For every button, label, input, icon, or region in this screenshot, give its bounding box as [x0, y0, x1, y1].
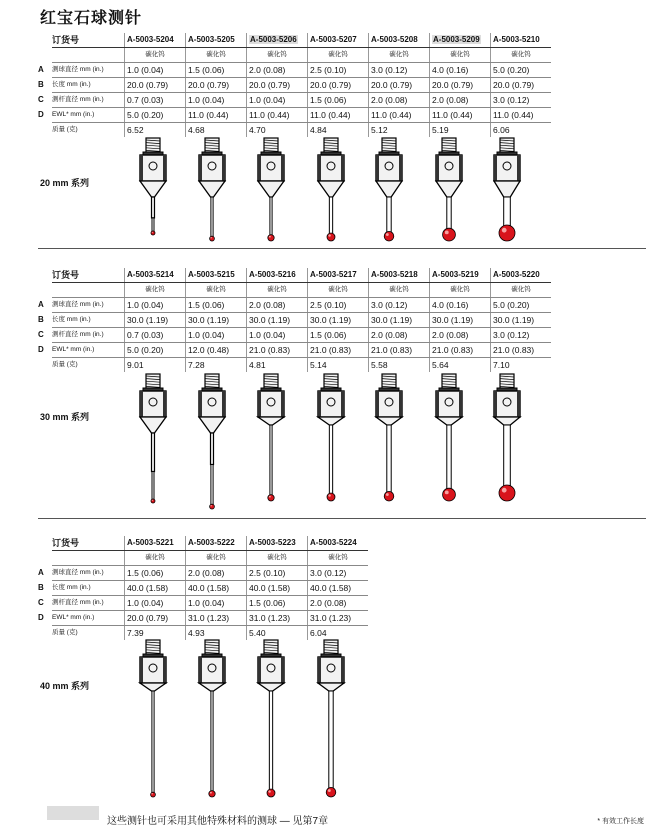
material-cell: 碳化钨: [247, 551, 308, 566]
order-number-text: A-5003-5219: [432, 270, 479, 279]
order-number-text: A-5003-5221: [127, 538, 174, 547]
material-cell: 碳化钨: [430, 283, 491, 298]
ruby-ball-icon: [384, 231, 394, 241]
value-cell: 3.0 (0.12): [369, 298, 430, 313]
value-cell: 11.0 (0.44): [491, 108, 552, 123]
value-cell: 5.0 (0.20): [125, 108, 186, 123]
thread-icon: [442, 138, 456, 152]
value-cell: 1.5 (0.06): [308, 93, 369, 108]
value-cell: 5.0 (0.20): [491, 298, 552, 313]
empty-cell: [38, 268, 52, 283]
row-label: 长度 mm (in.): [52, 313, 125, 328]
value-cell: 4.0 (0.16): [430, 298, 491, 313]
stylus-drawing: [376, 374, 402, 501]
value-cell: 20.0 (0.79): [247, 78, 308, 93]
row-label: 测杆直径 mm (in.): [52, 93, 125, 108]
order-number: [430, 33, 491, 48]
value-cell: 21.0 (0.83): [308, 343, 369, 358]
ruby-ball-icon: [327, 233, 335, 241]
row-letter: A: [38, 300, 44, 309]
material-cell: 碳化钨: [369, 283, 430, 298]
ruby-ball-icon: [151, 499, 155, 503]
value-cell: 3.0 (0.12): [308, 566, 369, 581]
ruby-ball-icon: [443, 488, 456, 501]
value-cell: 2.0 (0.08): [186, 566, 247, 581]
weight-cell: 4.68: [186, 123, 247, 138]
value-cell: 40.0 (1.58): [186, 581, 247, 596]
footer-note: 这些测针也可采用其他特殊材料的测球 — 见第7章: [107, 816, 329, 827]
probe-drawings-40mm: [0, 636, 656, 806]
value-cell: 30.0 (1.19): [247, 313, 308, 328]
order-number: [247, 33, 308, 48]
spec-table-20mm: [38, 33, 551, 137]
order-number: [369, 268, 430, 283]
stylus-drawing: [436, 138, 462, 241]
material-cell: 碳化钨: [308, 551, 369, 566]
value-cell: 20.0 (0.79): [186, 78, 247, 93]
row-label: EWL* mm (in.): [52, 108, 125, 123]
row-label: 测球直径 mm (in.): [52, 63, 125, 78]
order-number: [308, 33, 369, 48]
material-cell: 碳化钨: [186, 551, 247, 566]
thread-icon: [146, 138, 160, 152]
spec-table-40mm: [38, 536, 368, 640]
material-cell: 碳化钨: [247, 48, 308, 63]
value-cell: 1.0 (0.04): [125, 298, 186, 313]
order-number-text: A-5003-5224: [310, 538, 357, 547]
material-cell: 碳化钨: [491, 283, 552, 298]
row-letter: C: [38, 330, 44, 339]
row-letter: C: [38, 95, 44, 104]
order-number: [125, 33, 186, 48]
value-cell: 1.0 (0.04): [125, 63, 186, 78]
material-cell: 碳化钨: [308, 283, 369, 298]
value-cell: 40.0 (1.58): [308, 581, 369, 596]
order-number: [369, 33, 430, 48]
stylus-drawing: [258, 374, 284, 501]
value-cell: 2.0 (0.08): [247, 298, 308, 313]
empty-cell: [38, 536, 52, 551]
stylus-drawing: [318, 138, 344, 241]
order-number-text: A-5003-5215: [188, 270, 235, 279]
value-cell: 40.0 (1.58): [125, 581, 186, 596]
row-label: 测杆直径 mm (in.): [52, 328, 125, 343]
material-cell: 碳化钨: [125, 283, 186, 298]
stylus-drawing: [258, 640, 284, 797]
ruby-ball-icon: [384, 491, 394, 501]
value-cell: 3.0 (0.12): [491, 93, 552, 108]
value-cell: 3.0 (0.12): [491, 328, 552, 343]
thread-icon: [442, 374, 456, 388]
order-number-text: A-5003-5214: [127, 270, 174, 279]
value-cell: 2.5 (0.10): [308, 298, 369, 313]
ruby-ball-icon: [151, 231, 155, 235]
value-cell: 1.5 (0.06): [308, 328, 369, 343]
weight-cell: 5.58: [369, 358, 430, 373]
order-number: [308, 536, 369, 551]
value-cell: 30.0 (1.19): [186, 313, 247, 328]
value-cell: 1.5 (0.06): [186, 63, 247, 78]
value-cell: 31.0 (1.23): [186, 611, 247, 626]
thread-icon: [382, 138, 396, 152]
weight-cell: 6.04: [308, 626, 369, 641]
order-number: [491, 33, 552, 48]
order-number-text: A-5003-5216: [249, 270, 296, 279]
order-number: [186, 536, 247, 551]
thread-icon: [382, 374, 396, 388]
weight-label: 质量 (克): [52, 629, 78, 636]
weight-cell: 6.52: [125, 123, 186, 138]
thread-icon: [324, 138, 338, 152]
row-label: EWL* mm (in.): [52, 611, 125, 626]
material-cell: 碳化钨: [125, 551, 186, 566]
value-cell: 11.0 (0.44): [247, 108, 308, 123]
value-cell: 20.0 (0.79): [125, 611, 186, 626]
thread-icon: [264, 374, 278, 388]
material-cell: 碳化钨: [430, 48, 491, 63]
row-label: 测球直径 mm (in.): [52, 298, 125, 313]
order-number: [125, 536, 186, 551]
value-cell: 11.0 (0.44): [369, 108, 430, 123]
value-cell: 30.0 (1.19): [369, 313, 430, 328]
row-label: 测杆直径 mm (in.): [52, 596, 125, 611]
order-number-label: 订货号: [52, 268, 125, 283]
value-cell: 30.0 (1.19): [308, 313, 369, 328]
thread-icon: [264, 640, 278, 654]
row-letter: B: [38, 583, 44, 592]
value-cell: 2.0 (0.08): [247, 63, 308, 78]
stylus-drawing: [199, 138, 225, 241]
ruby-ball-icon: [499, 485, 515, 501]
value-cell: 31.0 (1.23): [308, 611, 369, 626]
order-number-label: 订货号: [52, 536, 125, 551]
order-number: [125, 268, 186, 283]
value-cell: 2.5 (0.10): [247, 566, 308, 581]
weight-cell: 5.64: [430, 358, 491, 373]
row-letter: B: [38, 315, 44, 324]
order-number: [491, 268, 552, 283]
weight-cell: 4.81: [247, 358, 308, 373]
value-cell: 4.0 (0.16): [430, 63, 491, 78]
weight-cell: 6.06: [491, 123, 552, 138]
value-cell: 11.0 (0.44): [308, 108, 369, 123]
value-cell: 2.0 (0.08): [308, 596, 369, 611]
stylus-drawing: [199, 374, 225, 509]
probe-drawings-30mm: [0, 370, 656, 510]
ruby-ball-icon: [151, 792, 156, 797]
order-number: [308, 268, 369, 283]
weight-cell: 5.12: [369, 123, 430, 138]
ruby-ball-icon: [267, 789, 275, 797]
value-cell: 2.0 (0.08): [430, 328, 491, 343]
stylus-drawing: [494, 138, 520, 241]
order-number-text: A-5003-5223: [249, 538, 296, 547]
order-number-text: A-5003-5207: [310, 35, 357, 44]
value-cell: 20.0 (0.79): [369, 78, 430, 93]
row-label: 长度 mm (in.): [52, 581, 125, 596]
material-cell: 碳化钨: [186, 48, 247, 63]
order-number-text: A-5003-5217: [310, 270, 357, 279]
row-label: EWL* mm (in.): [52, 343, 125, 358]
stylus-drawing: [140, 138, 166, 235]
weight-cell: 5.40: [247, 626, 308, 641]
value-cell: 11.0 (0.44): [430, 108, 491, 123]
thread-icon: [500, 374, 514, 388]
value-cell: 40.0 (1.58): [247, 581, 308, 596]
ruby-ball-icon: [210, 236, 215, 241]
ruby-ball-icon: [326, 787, 336, 797]
probe-drawings-20mm: [0, 134, 656, 244]
weight-cell: 5.19: [430, 123, 491, 138]
section-divider: [38, 248, 646, 249]
weight-cell: 4.84: [308, 123, 369, 138]
ruby-ball-icon: [209, 791, 215, 797]
spec-table-30mm: [38, 268, 551, 372]
material-cell: 碳化钨: [369, 48, 430, 63]
thread-icon: [205, 640, 219, 654]
value-cell: 2.0 (0.08): [430, 93, 491, 108]
row-letter: D: [38, 613, 44, 622]
row-letter: D: [38, 345, 44, 354]
material-cell: 碳化钨: [491, 48, 552, 63]
thread-icon: [264, 138, 278, 152]
value-cell: 20.0 (0.79): [125, 78, 186, 93]
value-cell: 21.0 (0.83): [430, 343, 491, 358]
section-divider: [38, 518, 646, 519]
weight-cell: 5.14: [308, 358, 369, 373]
stylus-drawing: [318, 640, 344, 797]
order-number-text: A-5003-5210: [493, 35, 540, 44]
order-number-text: A-5003-5209: [433, 35, 480, 44]
order-number: [186, 33, 247, 48]
order-number-text: A-5003-5222: [188, 538, 235, 547]
row-label: 测球直径 mm (in.): [52, 566, 125, 581]
value-cell: 1.0 (0.04): [125, 596, 186, 611]
value-cell: 20.0 (0.79): [491, 78, 552, 93]
order-number: [247, 268, 308, 283]
order-number: [186, 268, 247, 283]
value-cell: 1.0 (0.04): [247, 328, 308, 343]
material-cell: 碳化钨: [186, 283, 247, 298]
stylus-drawing: [140, 640, 166, 797]
weight-cell: 9.01: [125, 358, 186, 373]
ruby-ball-icon: [443, 228, 456, 241]
value-cell: 1.5 (0.06): [186, 298, 247, 313]
order-number-text: A-5003-5218: [371, 270, 418, 279]
row-letter: D: [38, 110, 44, 119]
thread-icon: [324, 640, 338, 654]
stylus-drawing: [376, 138, 402, 241]
ruby-ball-icon: [327, 493, 335, 501]
ruby-ball-icon: [499, 225, 515, 241]
row-label: 长度 mm (in.): [52, 78, 125, 93]
value-cell: 30.0 (1.19): [491, 313, 552, 328]
ruby-ball-icon: [210, 504, 215, 509]
order-number-text: A-5003-5208: [371, 35, 418, 44]
empty-cell: [38, 551, 52, 566]
order-number-label: 订货号: [52, 33, 125, 48]
value-cell: 20.0 (0.79): [430, 78, 491, 93]
row-letter: B: [38, 80, 44, 89]
row-letter: A: [38, 568, 44, 577]
thread-icon: [146, 640, 160, 654]
material-cell: 碳化钨: [125, 48, 186, 63]
empty-cell: [38, 33, 52, 48]
series-label-20mm: 20 mm 系列: [40, 178, 90, 188]
weight-cell: 4.70: [247, 123, 308, 138]
value-cell: 1.0 (0.04): [186, 328, 247, 343]
footer-marker: [47, 806, 99, 820]
value-cell: 11.0 (0.44): [186, 108, 247, 123]
weight-cell: 7.10: [491, 358, 552, 373]
stylus-drawing: [494, 374, 520, 501]
value-cell: 3.0 (0.12): [369, 63, 430, 78]
footnote: * 有效工作长度: [597, 818, 644, 825]
empty-cell: [38, 283, 52, 298]
series-label-30mm: 30 mm 系列: [40, 412, 90, 422]
empty-cell: [52, 283, 125, 298]
empty-cell: [52, 48, 125, 63]
weight-label: 质量 (克): [52, 361, 78, 368]
value-cell: 1.5 (0.06): [247, 596, 308, 611]
order-number-text: A-5003-5205: [188, 35, 235, 44]
stylus-drawing: [140, 374, 166, 503]
page-title: 红宝石球测针: [40, 10, 143, 27]
value-cell: 1.0 (0.04): [186, 93, 247, 108]
value-cell: 5.0 (0.20): [125, 343, 186, 358]
order-number: [430, 268, 491, 283]
value-cell: 2.5 (0.10): [308, 63, 369, 78]
value-cell: 0.7 (0.03): [125, 328, 186, 343]
material-cell: 碳化钨: [247, 283, 308, 298]
row-letter: A: [38, 65, 44, 74]
weight-cell: 7.39: [125, 626, 186, 641]
weight-cell: 7.28: [186, 358, 247, 373]
value-cell: 21.0 (0.83): [491, 343, 552, 358]
value-cell: 1.0 (0.04): [247, 93, 308, 108]
value-cell: 30.0 (1.19): [430, 313, 491, 328]
value-cell: 20.0 (0.79): [308, 78, 369, 93]
weight-label: 质量 (克): [52, 126, 78, 133]
empty-cell: [52, 551, 125, 566]
stylus-drawing: [318, 374, 344, 501]
value-cell: 2.0 (0.08): [369, 93, 430, 108]
order-number-text: A-5003-5220: [493, 270, 540, 279]
value-cell: 21.0 (0.83): [247, 343, 308, 358]
weight-cell: 4.93: [186, 626, 247, 641]
value-cell: 31.0 (1.23): [247, 611, 308, 626]
value-cell: 30.0 (1.19): [125, 313, 186, 328]
order-number-text: A-5003-5204: [127, 35, 174, 44]
value-cell: 5.0 (0.20): [491, 63, 552, 78]
empty-cell: [38, 48, 52, 63]
order-number: [247, 536, 308, 551]
thread-icon: [205, 138, 219, 152]
value-cell: 0.7 (0.03): [125, 93, 186, 108]
thread-icon: [324, 374, 338, 388]
value-cell: 1.5 (0.06): [125, 566, 186, 581]
material-cell: 碳化钨: [308, 48, 369, 63]
value-cell: 1.0 (0.04): [186, 596, 247, 611]
thread-icon: [205, 374, 219, 388]
order-number-text: A-5003-5206: [250, 35, 297, 44]
stylus-drawing: [199, 640, 225, 797]
series-label-40mm: 40 mm 系列: [40, 681, 90, 691]
value-cell: 21.0 (0.83): [369, 343, 430, 358]
stylus-drawing: [258, 138, 284, 241]
thread-icon: [146, 374, 160, 388]
ruby-ball-icon: [268, 235, 274, 241]
value-cell: 12.0 (0.48): [186, 343, 247, 358]
row-letter: C: [38, 598, 44, 607]
value-cell: 2.0 (0.08): [369, 328, 430, 343]
thread-icon: [500, 138, 514, 152]
stylus-drawing: [436, 374, 462, 501]
ruby-ball-icon: [268, 495, 274, 501]
